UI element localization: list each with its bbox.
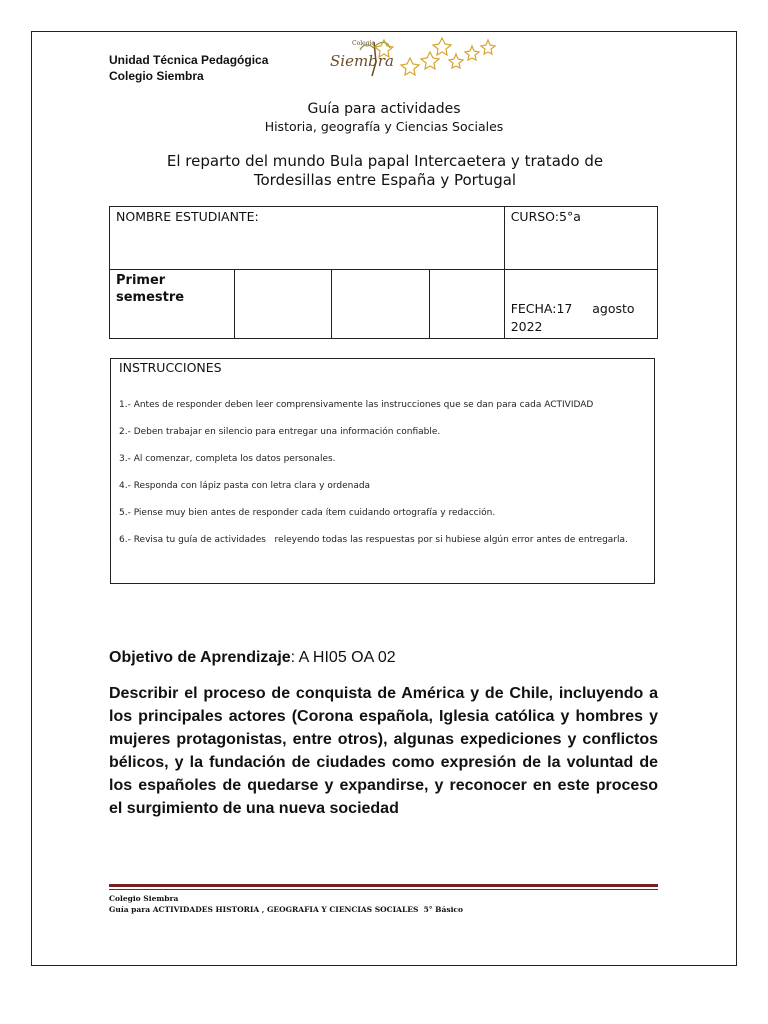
student-name-cell[interactable] (110, 207, 505, 270)
semester-label: Primer semestre (116, 273, 185, 305)
school-logo (322, 32, 512, 84)
guide-title: Guía para actividades (307, 101, 461, 117)
semester-cell (110, 270, 235, 339)
date-cell (504, 270, 657, 339)
footer-rule (109, 884, 658, 887)
objective-text: Describir el proceso de conquista de América y de Chile, incluyendo a los principales actores (Corona española, Iglesia católica y hombres y mujeres protagonistas, entre otros), algunas expediciones y conflictos bélicos, y la fundación de ciudades como expresión de la voluntad de los españoles de quedarse y expandirse, y reconocer en este proceso el surgimiento de una nueva sociedad (109, 685, 658, 817)
school-header (109, 52, 268, 84)
student-info-table (109, 206, 658, 339)
school-name: Colegio Siembra (109, 69, 204, 83)
instruction-item: 3.- Al comenzar, completa los datos personales. (119, 454, 336, 464)
guide-subtitle: Historia, geografía y Ciencias Sociales (264, 119, 504, 134)
instruction-item: 4.- Responda con lápiz pasta con letra clara y ordenada (119, 481, 371, 491)
instructions-box (110, 358, 655, 584)
student-name-label: NOMBRE ESTUDIANTE: (116, 209, 259, 224)
instruction-item: 5.- Piense muy bien antes de responder cada ítem cuidando ortografía y redacción. (119, 508, 496, 518)
instruction-item: 1.- Antes de responder deben leer comprensivamente las instrucciones que se dan para cada ACTIVIDAD (119, 400, 594, 410)
logo-text: Siembra (330, 52, 394, 70)
footer (109, 893, 463, 915)
footer-rule (109, 889, 658, 890)
logo-small-text: Colegio (352, 40, 376, 47)
instructions-list (119, 400, 646, 546)
course-label: CURSO:5°a (510, 209, 581, 224)
blank-cell[interactable] (235, 270, 332, 339)
unit-name: Unidad Técnica Pedagógica (109, 53, 269, 67)
blank-cell[interactable] (429, 270, 504, 339)
blank-cell[interactable] (332, 270, 429, 339)
footer-school: Colegio Siembra (109, 894, 179, 903)
instructions-title: INSTRUCCIONES (119, 360, 222, 375)
objective-code: : A HI05 OA 02 (290, 649, 396, 666)
objective-heading (109, 648, 396, 668)
course-cell (504, 207, 657, 270)
date-label: FECHA:17 agosto 2022 (510, 301, 639, 334)
instruction-item: 2.- Deben trabajar en silencio para entregar una información confiable. (119, 427, 441, 437)
instruction-item: 6.- Revisa tu guía de actividades releyendo todas las respuestas por si hubiese algún error antes de entregarla. (119, 535, 628, 545)
objective-label: Objetivo de Aprendizaje (109, 649, 291, 666)
document-title: El reparto del mundo Bula papal Intercaetera y tratado de Tordesillas entre España y Portugal (166, 152, 604, 189)
footer-guide: Guía para ACTIVIDADES HISTORIA , GEOGRAFIA Y CIENCIAS SOCIALES 5° Básico (109, 905, 464, 914)
